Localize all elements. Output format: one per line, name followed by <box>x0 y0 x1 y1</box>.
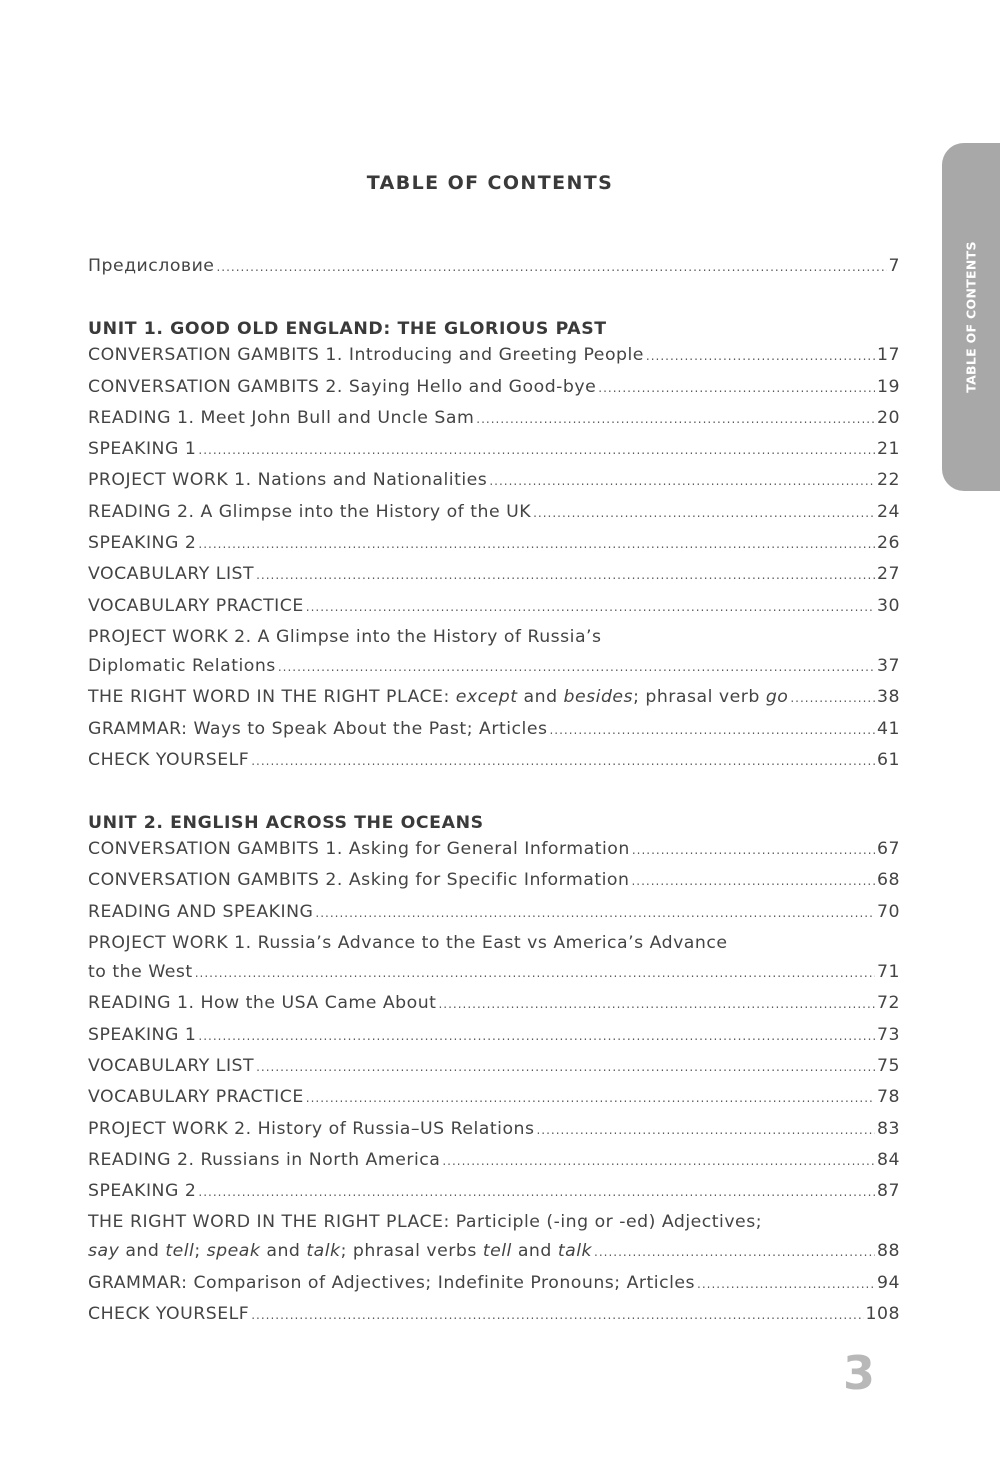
page-title: TABLE OF CONTENTS <box>366 172 614 194</box>
dot-leader <box>697 1277 875 1291</box>
toc-entry-label: CHECK YOURSELF <box>88 749 250 770</box>
toc-entry-label: GRAMMAR: Comparison of Adjectives; Indefinite Pronouns; Articles <box>88 1272 696 1293</box>
toc-entry-label: GRAMMAR: Ways to Speak About the Past; Articles <box>88 718 548 739</box>
dot-leader <box>251 754 875 768</box>
toc-entry-label: SPEAKING 1 <box>88 439 197 460</box>
toc-entry-label: PROJECT WORK 1. Nations and Nationalities <box>88 470 488 491</box>
toc-entry-page: 68 <box>877 870 900 891</box>
side-tab-label: TABLE OF CONTENTS <box>963 241 979 393</box>
toc-entry-page: 41 <box>877 718 900 739</box>
dot-leader <box>256 568 875 582</box>
toc-entry-page: 30 <box>877 595 900 616</box>
toc-entry-page: 73 <box>877 1024 900 1045</box>
toc-entry[interactable] <box>88 962 900 993</box>
toc-entry-label: VOCABULARY PRACTICE <box>88 595 304 616</box>
dot-leader <box>536 1123 875 1137</box>
toc-entry[interactable] <box>88 1150 900 1181</box>
toc-entry[interactable] <box>88 656 900 687</box>
toc-entry-page: 108 <box>865 1304 900 1325</box>
dot-leader <box>442 1154 875 1168</box>
toc-entry-page: 87 <box>877 1181 900 1202</box>
toc-entry-page: 20 <box>877 407 900 428</box>
dot-leader <box>198 1029 875 1043</box>
toc-entry-page: 71 <box>877 962 900 983</box>
toc-entry-label: SPEAKING 2 <box>88 533 197 554</box>
toc-entry-page: 83 <box>877 1118 900 1139</box>
toc-entry-label: PROJECT WORK 2. History of Russia–US Relations <box>88 1118 535 1139</box>
toc-entry-label: VOCABULARY PRACTICE <box>88 1087 304 1108</box>
toc-entry-label: say and tell; speak and talk; phrasal verbs tell and talk <box>88 1241 593 1262</box>
side-tab <box>942 143 1000 491</box>
toc-entry-page: 78 <box>877 1087 900 1108</box>
toc-entry[interactable] <box>88 1304 900 1335</box>
toc-entry[interactable] <box>88 596 900 627</box>
toc-entry[interactable] <box>88 1181 900 1212</box>
dot-leader <box>476 412 875 426</box>
toc-entry[interactable] <box>88 1119 900 1150</box>
dot-leader <box>631 874 875 888</box>
dot-leader <box>251 1308 863 1322</box>
toc-entry-page: 19 <box>877 376 900 397</box>
toc-entry[interactable] <box>88 470 900 501</box>
dot-leader <box>533 506 875 520</box>
toc-entry-page: 75 <box>877 1055 900 1076</box>
page-number: 3 <box>843 1346 876 1400</box>
toc-entry-line[interactable]: PROJECT WORK 1. Russia’s Advance to the East vs America’s Advance <box>88 933 728 954</box>
dot-leader <box>489 474 875 488</box>
toc-entry[interactable] <box>88 993 900 1024</box>
toc-entry-page: 17 <box>877 345 900 366</box>
toc-entry-label: READING 1. Meet John Bull and Uncle Sam <box>88 407 475 428</box>
toc-entry[interactable] <box>88 719 900 750</box>
toc-entry-label: CONVERSATION GAMBITS 2. Asking for Specific Information <box>88 870 630 891</box>
toc-entry[interactable] <box>88 345 900 376</box>
dot-leader <box>256 1060 875 1074</box>
toc-entry[interactable] <box>88 502 900 533</box>
toc-entry-label: CONVERSATION GAMBITS 1. Introducing and Greeting People <box>88 345 644 366</box>
toc-entry[interactable] <box>88 1273 900 1304</box>
dot-leader <box>306 1091 875 1105</box>
toc-entry-page: 22 <box>877 470 900 491</box>
toc-entry-label: CONVERSATION GAMBITS 1. Asking for General Information <box>88 839 630 860</box>
toc-entry-page: 61 <box>877 749 900 770</box>
toc-entry[interactable] <box>88 687 900 718</box>
unit1-heading: UNIT 1. GOOD OLD ENGLAND: THE GLORIOUS PAST <box>88 319 607 340</box>
dot-leader <box>198 1185 875 1199</box>
toc-entry-page: 88 <box>877 1241 900 1262</box>
dot-leader <box>598 381 875 395</box>
toc-entry-page: 38 <box>877 687 900 708</box>
toc-entry-label: CONVERSATION GAMBITS 2. Saying Hello and Good-bye <box>88 376 597 397</box>
toc-entry[interactable] <box>88 533 900 564</box>
dot-leader <box>594 1245 875 1259</box>
toc-entry-preface[interactable] <box>88 256 900 287</box>
dot-leader <box>646 349 875 363</box>
toc-entry-label: Diplomatic Relations <box>88 655 276 676</box>
toc-entry-page: 94 <box>877 1272 900 1293</box>
toc-entry-page: 72 <box>877 993 900 1014</box>
toc-entry[interactable] <box>88 439 900 470</box>
toc-entry-label: READING AND SPEAKING <box>88 901 314 922</box>
toc-entry-page: 7 <box>888 256 900 276</box>
dot-leader <box>790 691 875 705</box>
toc-entry-label: to the West <box>88 962 193 983</box>
toc-entry-line[interactable]: PROJECT WORK 2. A Glimpse into the History of Russia’s <box>88 626 602 647</box>
toc-entry-page: 70 <box>877 901 900 922</box>
dot-leader <box>632 843 875 857</box>
unit2-heading: UNIT 2. ENGLISH ACROSS THE OCEANS <box>88 813 484 834</box>
toc-entry-page: 27 <box>877 564 900 585</box>
toc-entry-page: 21 <box>877 439 900 460</box>
toc-entry[interactable] <box>88 750 900 781</box>
dot-leader <box>216 260 886 274</box>
toc-entry[interactable] <box>88 839 900 870</box>
dot-leader <box>278 660 875 674</box>
toc-entry-label: VOCABULARY LIST <box>88 564 255 585</box>
toc-entry[interactable] <box>88 870 900 901</box>
toc-entry-label: READING 2. Russians in North America <box>88 1149 441 1170</box>
toc-entry[interactable] <box>88 1025 900 1056</box>
toc-entry[interactable] <box>88 1241 900 1272</box>
table-of-contents <box>88 256 900 1335</box>
dot-leader <box>306 600 875 614</box>
toc-entry-label: SPEAKING 2 <box>88 1181 197 1202</box>
dot-leader <box>315 906 875 920</box>
toc-entry[interactable] <box>88 564 900 595</box>
toc-entry-page: 67 <box>877 839 900 860</box>
dot-leader <box>198 537 875 551</box>
toc-entry-page: 24 <box>877 501 900 522</box>
toc-entry[interactable] <box>88 408 900 439</box>
toc-entry-label: SPEAKING 1 <box>88 1024 197 1045</box>
toc-entry-line[interactable]: THE RIGHT WORD IN THE RIGHT PLACE: Participle (-ing or -ed) Adjectives; <box>88 1212 763 1233</box>
toc-entry-label: READING 1. How the USA Came About <box>88 993 437 1014</box>
dot-leader <box>198 443 875 457</box>
toc-entry[interactable] <box>88 377 900 408</box>
dot-leader <box>438 997 875 1011</box>
toc-entry-page: 37 <box>877 655 900 676</box>
dot-leader <box>195 966 875 980</box>
toc-entry[interactable] <box>88 1087 900 1118</box>
toc-entry-page: 26 <box>877 533 900 554</box>
toc-entry-label: READING 2. A Glimpse into the History of the UK <box>88 501 532 522</box>
dot-leader <box>549 723 875 737</box>
toc-entry-page: 84 <box>877 1149 900 1170</box>
toc-entry-label: VOCABULARY LIST <box>88 1055 255 1076</box>
toc-entry-label: Предисловие <box>88 256 215 276</box>
toc-entry[interactable] <box>88 902 900 933</box>
toc-entry-label: CHECK YOURSELF <box>88 1304 250 1325</box>
toc-entry-label: THE RIGHT WORD IN THE RIGHT PLACE: except and besides; phrasal verb go <box>88 687 789 708</box>
toc-entry[interactable] <box>88 1056 900 1087</box>
